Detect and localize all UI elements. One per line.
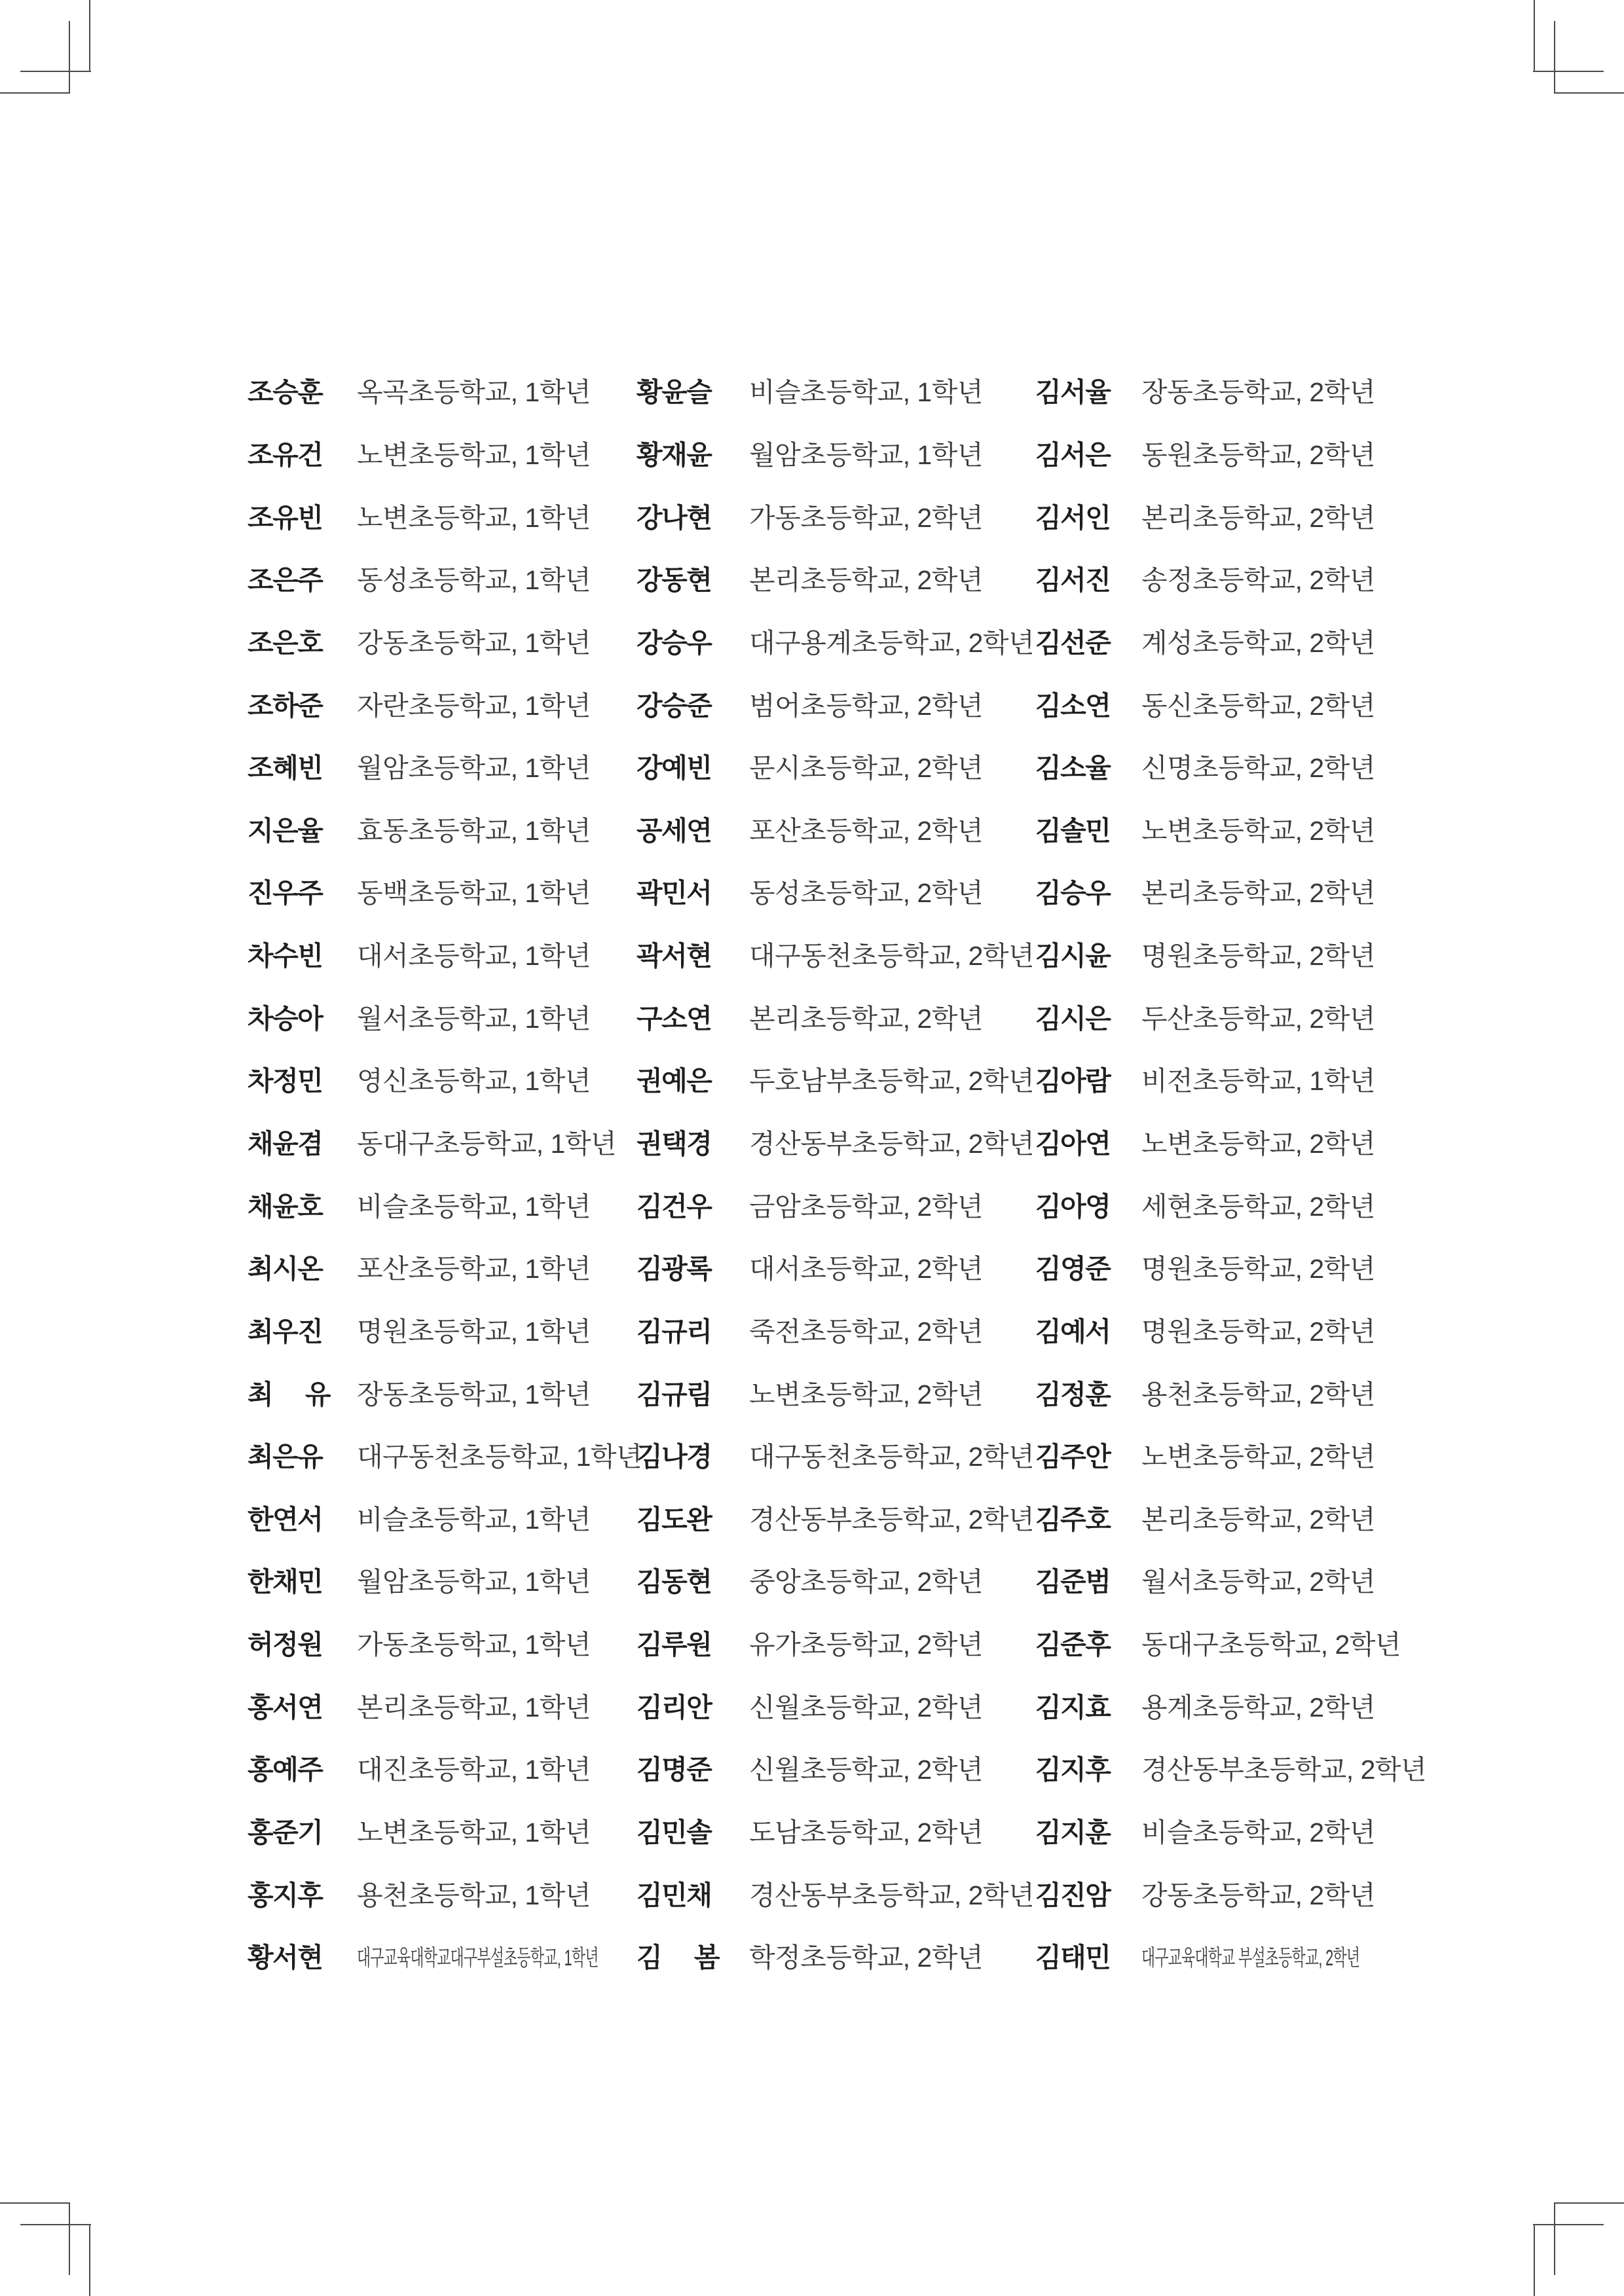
school-and-grade: 신월초등학교, 2학년 xyxy=(749,1755,983,1785)
directory-entry xyxy=(248,1113,624,1176)
school-and-grade: 노변초등학교, 2학년 xyxy=(1141,1442,1375,1472)
school-and-grade: 동신초등학교, 2학년 xyxy=(1141,690,1375,721)
school-and-grade: 대구용계초등학교, 2학년 xyxy=(749,627,1035,658)
school-and-grade: 대구동천초등학교, 1학년 xyxy=(357,1442,642,1472)
student-name: 김선준 xyxy=(1035,627,1111,658)
school-and-grade: 효동초등학교, 1학년 xyxy=(357,815,591,846)
student-name: 차정민 xyxy=(248,1066,323,1097)
directory-entry xyxy=(1035,486,1412,549)
crop-mark-line xyxy=(1534,0,1535,72)
student-name: 권택경 xyxy=(637,1129,712,1159)
directory-entry xyxy=(637,1927,1013,1990)
directory-entry xyxy=(248,1363,624,1426)
student-name: 김진암 xyxy=(1035,1880,1111,1910)
student-name: 차수빈 xyxy=(248,941,323,972)
directory-entry xyxy=(248,1864,624,1927)
directory-entry xyxy=(637,1802,1013,1865)
directory-entry xyxy=(1035,1614,1412,1677)
directory-entry xyxy=(248,674,624,737)
student-name: 김나경 xyxy=(637,1442,712,1472)
directory-entry xyxy=(248,424,624,487)
crop-mark-line xyxy=(69,2203,70,2275)
student-name: 채윤호 xyxy=(248,1191,323,1222)
school-and-grade: 강동초등학교, 2학년 xyxy=(1141,1880,1375,1910)
directory-entry xyxy=(248,1238,624,1301)
school-and-grade: 문시초등학교, 2학년 xyxy=(749,753,983,784)
school-and-grade: 본리초등학교, 2학년 xyxy=(749,1003,983,1034)
student-name: 홍준기 xyxy=(248,1817,323,1848)
school-and-grade: 월서초등학교, 1학년 xyxy=(357,1003,591,1034)
directory-column-2 xyxy=(637,361,1035,1990)
directory-entry xyxy=(1035,1113,1412,1176)
directory-entry xyxy=(1035,1676,1412,1739)
student-name: 곽민서 xyxy=(637,878,712,909)
directory-entry xyxy=(637,1113,1035,1176)
school-and-grade: 노변초등학교, 1학년 xyxy=(357,1817,591,1848)
school-and-grade: 강동초등학교, 1학년 xyxy=(357,627,591,658)
student-name: 홍예주 xyxy=(248,1755,323,1785)
school-and-grade: 동대구초등학교, 1학년 xyxy=(357,1129,617,1159)
student-name: 김건우 xyxy=(637,1191,712,1222)
directory-entry xyxy=(1035,1301,1412,1364)
school-and-grade: 중앙초등학교, 2학년 xyxy=(749,1567,983,1597)
school-and-grade: 노변초등학교, 1학년 xyxy=(357,502,591,533)
directory-entry xyxy=(1035,1050,1412,1113)
directory-entry xyxy=(1035,925,1412,988)
directory-entry xyxy=(1035,1739,1427,1802)
school-and-grade: 도남초등학교, 2학년 xyxy=(749,1817,983,1848)
school-and-grade: 경산동부초등학교, 2학년 xyxy=(749,1129,1035,1159)
directory-entry xyxy=(637,799,1013,862)
directory-entry xyxy=(248,987,624,1050)
student-name: 김서은 xyxy=(1035,439,1111,470)
crop-mark-line xyxy=(1554,2202,1624,2204)
student-name: 김서인 xyxy=(1035,502,1111,533)
school-and-grade: 월암초등학교, 1학년 xyxy=(357,753,591,784)
directory-entry xyxy=(248,612,624,675)
school-and-grade: 비슬초등학교, 1학년 xyxy=(357,1504,591,1535)
student-name: 김서율 xyxy=(1035,377,1111,408)
student-name: 한연서 xyxy=(248,1504,323,1535)
student-name: 홍지후 xyxy=(248,1880,323,1910)
school-and-grade: 영신초등학교, 1학년 xyxy=(357,1066,591,1097)
directory-entry xyxy=(637,361,1013,424)
directory-entry xyxy=(637,1864,1035,1927)
directory-entry xyxy=(637,1426,1035,1489)
student-name: 김소연 xyxy=(1035,690,1111,721)
school-and-grade: 범어초등학교, 2학년 xyxy=(749,690,983,721)
school-and-grade: 월암초등학교, 1학년 xyxy=(357,1567,591,1597)
directory-entry xyxy=(637,1301,1013,1364)
directory-entry xyxy=(248,549,624,612)
student-name: 김주안 xyxy=(1035,1442,1111,1472)
student-name: 채윤겸 xyxy=(248,1129,323,1159)
student-name: 차승아 xyxy=(248,1003,323,1034)
student-name: 김민채 xyxy=(637,1880,712,1910)
student-name: 한채민 xyxy=(248,1567,323,1597)
student-name: 조승훈 xyxy=(248,377,323,408)
directory-entry xyxy=(637,1489,1035,1552)
student-name: 진우주 xyxy=(248,878,323,909)
school-and-grade: 노변초등학교, 2학년 xyxy=(749,1379,983,1410)
directory-entry xyxy=(248,1676,624,1739)
school-and-grade: 노변초등학교, 2학년 xyxy=(1141,815,1375,846)
school-and-grade: 용천초등학교, 1학년 xyxy=(357,1880,591,1910)
student-name: 김아영 xyxy=(1035,1191,1111,1222)
directory-entry xyxy=(248,1927,624,1990)
school-and-grade: 동성초등학교, 2학년 xyxy=(749,878,983,909)
directory-entry xyxy=(248,1802,624,1865)
student-name: 조은호 xyxy=(248,627,323,658)
directory-entry xyxy=(1035,361,1412,424)
school-and-grade: 신명초등학교, 2학년 xyxy=(1141,753,1375,784)
student-name: 김규림 xyxy=(637,1379,712,1410)
crop-mark-line xyxy=(1533,71,1604,72)
student-name: 권예은 xyxy=(637,1066,712,1097)
student-name: 황윤슬 xyxy=(637,377,712,408)
student-name: 김도완 xyxy=(637,1504,712,1535)
directory-entry xyxy=(637,674,1013,737)
student-name: 김서진 xyxy=(1035,565,1111,596)
student-name: 조유빈 xyxy=(248,502,323,533)
school-and-grade: 본리초등학교, 1학년 xyxy=(357,1692,591,1722)
crop-mark-bottom-right xyxy=(1529,2201,1624,2296)
directory-entry xyxy=(1035,1238,1412,1301)
school-and-grade: 명원초등학교, 2학년 xyxy=(1141,1316,1375,1347)
school-and-grade: 노변초등학교, 2학년 xyxy=(1141,1129,1375,1159)
directory-entry xyxy=(637,486,1013,549)
directory-entry xyxy=(248,1551,624,1614)
directory-entry xyxy=(637,1050,1035,1113)
student-name: 곽서현 xyxy=(637,941,712,972)
school-and-grade: 비슬초등학교, 1학년 xyxy=(357,1191,591,1222)
school-and-grade: 명원초등학교, 2학년 xyxy=(1141,941,1375,972)
directory-entry xyxy=(1035,1864,1412,1927)
school-and-grade: 월암초등학교, 1학년 xyxy=(749,439,983,470)
student-name: 김시윤 xyxy=(1035,941,1111,972)
school-and-grade: 대진초등학교, 1학년 xyxy=(357,1755,591,1785)
student-name: 김루원 xyxy=(637,1630,712,1660)
student-name: 김소율 xyxy=(1035,753,1111,784)
school-and-grade: 동대구초등학교, 2학년 xyxy=(1141,1630,1401,1660)
student-name: 김솔민 xyxy=(1035,815,1111,846)
directory-entry xyxy=(637,1175,1013,1238)
student-name: 강동현 xyxy=(637,565,712,596)
student-name: 강나현 xyxy=(637,502,712,533)
school-and-grade: 본리초등학교, 2학년 xyxy=(749,565,983,596)
student-name: 조은주 xyxy=(248,565,323,596)
student-name: 김동현 xyxy=(637,1567,712,1597)
directory-entry xyxy=(248,1739,624,1802)
student-name: 최은유 xyxy=(248,1442,323,1472)
school-and-grade: 노변초등학교, 1학년 xyxy=(357,439,591,470)
student-name: 김아연 xyxy=(1035,1129,1111,1159)
directory-entry xyxy=(637,1238,1013,1301)
directory-entry xyxy=(1035,862,1412,925)
directory-entry xyxy=(248,361,624,424)
student-name: 최우진 xyxy=(248,1316,323,1347)
school-and-grade: 용계초등학교, 2학년 xyxy=(1141,1692,1375,1722)
directory-entry xyxy=(637,1676,1013,1739)
student-name: 구소연 xyxy=(637,1003,712,1034)
student-name: 김지효 xyxy=(1035,1692,1111,1722)
crop-mark-line xyxy=(1554,21,1555,93)
crop-mark-top-right xyxy=(1529,0,1624,95)
school-and-grade: 대구교육대학교대구부설초등학교, 1학년 xyxy=(357,1945,599,1971)
directory-entry xyxy=(248,1175,624,1238)
school-and-grade: 두산초등학교, 2학년 xyxy=(1141,1003,1375,1034)
crop-mark-line xyxy=(0,2202,70,2204)
directory-entry xyxy=(1035,1927,1412,1990)
directory-entry xyxy=(248,799,624,862)
directory-entry xyxy=(637,987,1013,1050)
school-and-grade: 옥곡초등학교, 1학년 xyxy=(357,377,591,408)
crop-mark-line xyxy=(1554,2203,1555,2275)
directory-column-1 xyxy=(248,361,642,1990)
school-and-grade: 계성초등학교, 2학년 xyxy=(1141,627,1375,658)
school-and-grade: 동성초등학교, 1학년 xyxy=(357,565,591,596)
student-name: 김정훈 xyxy=(1035,1379,1111,1410)
school-and-grade: 대서초등학교, 2학년 xyxy=(749,1254,983,1285)
directory-entry xyxy=(248,862,624,925)
school-and-grade: 송정초등학교, 2학년 xyxy=(1141,565,1375,596)
student-name: 김승우 xyxy=(1035,878,1111,909)
school-and-grade: 가동초등학교, 1학년 xyxy=(357,1630,591,1660)
school-and-grade: 포산초등학교, 1학년 xyxy=(357,1254,591,1285)
school-and-grade: 본리초등학교, 2학년 xyxy=(1141,878,1375,909)
student-name: 황재윤 xyxy=(637,439,712,470)
school-and-grade: 본리초등학교, 2학년 xyxy=(1141,502,1375,533)
directory-column-3 xyxy=(1035,361,1427,1990)
directory-entry xyxy=(248,1489,624,1552)
school-and-grade: 대서초등학교, 1학년 xyxy=(357,941,591,972)
school-and-grade: 동원초등학교, 2학년 xyxy=(1141,439,1375,470)
school-and-grade: 가동초등학교, 2학년 xyxy=(749,502,983,533)
school-and-grade: 대구동천초등학교, 2학년 xyxy=(749,1442,1035,1472)
directory-entry xyxy=(1035,674,1412,737)
student-name: 강승우 xyxy=(637,627,712,658)
directory-entry xyxy=(248,737,624,800)
school-and-grade: 경산동부초등학교, 2학년 xyxy=(749,1504,1035,1535)
directory-entry xyxy=(637,1363,1013,1426)
crop-mark-line xyxy=(1554,92,1624,94)
school-and-grade: 경산동부초등학교, 2학년 xyxy=(749,1880,1035,1910)
school-and-grade: 두호남부초등학교, 2학년 xyxy=(749,1066,1035,1097)
student-name: 김예서 xyxy=(1035,1316,1111,1347)
directory-entry xyxy=(637,925,1035,988)
directory-entry xyxy=(637,549,1013,612)
student-name: 조하준 xyxy=(248,690,323,721)
directory-entry xyxy=(1035,1363,1412,1426)
crop-mark-line xyxy=(89,0,90,72)
student-name: 김아람 xyxy=(1035,1066,1111,1097)
directory-entry xyxy=(248,1301,624,1364)
directory-entry xyxy=(637,424,1013,487)
crop-mark-line xyxy=(69,21,70,93)
crop-mark-bottom-left xyxy=(0,2201,95,2296)
directory-entry xyxy=(1035,1175,1412,1238)
crop-mark-line xyxy=(20,71,91,72)
school-and-grade: 용천초등학교, 2학년 xyxy=(1141,1379,1375,1410)
school-and-grade: 동백초등학교, 1학년 xyxy=(357,878,591,909)
student-name: 강예빈 xyxy=(637,753,712,784)
directory-entry xyxy=(248,1426,642,1489)
school-and-grade: 장동초등학교, 2학년 xyxy=(1141,377,1375,408)
directory-entry xyxy=(1035,1489,1412,1552)
directory-entry xyxy=(637,612,1035,675)
student-name: 김명준 xyxy=(637,1755,712,1785)
school-and-grade: 세현초등학교, 2학년 xyxy=(1141,1191,1375,1222)
student-name: 조혜빈 xyxy=(248,753,323,784)
directory-entry xyxy=(1035,737,1412,800)
student-name: 김민솔 xyxy=(637,1817,712,1848)
student-name: 김지훈 xyxy=(1035,1817,1111,1848)
crop-mark-line xyxy=(20,2224,91,2225)
school-and-grade: 금암초등학교, 2학년 xyxy=(749,1191,983,1222)
directory-entry xyxy=(1035,1426,1412,1489)
student-name: 김영준 xyxy=(1035,1254,1111,1285)
school-and-grade: 비전초등학교, 1학년 xyxy=(1141,1066,1375,1097)
student-name: 지은율 xyxy=(248,815,323,846)
student-name: 김 봄 xyxy=(637,1942,719,1973)
school-and-grade: 본리초등학교, 2학년 xyxy=(1141,1504,1375,1535)
school-and-grade: 신월초등학교, 2학년 xyxy=(749,1692,983,1722)
student-name: 황서현 xyxy=(248,1942,323,1973)
directory-entry xyxy=(1035,424,1412,487)
student-name: 김준범 xyxy=(1035,1567,1111,1597)
school-and-grade: 죽전초등학교, 2학년 xyxy=(749,1316,983,1347)
student-name: 김지후 xyxy=(1035,1755,1111,1785)
school-and-grade: 자란초등학교, 1학년 xyxy=(357,690,591,721)
student-name: 김준후 xyxy=(1035,1630,1111,1660)
school-and-grade: 월서초등학교, 2학년 xyxy=(1141,1567,1375,1597)
directory-entry xyxy=(248,486,624,549)
directory-entry xyxy=(637,862,1013,925)
school-and-grade: 학정초등학교, 2학년 xyxy=(749,1942,983,1973)
directory-entry xyxy=(248,1050,624,1113)
school-and-grade: 비슬초등학교, 1학년 xyxy=(749,377,983,408)
student-name: 허정원 xyxy=(248,1630,323,1660)
directory-entry xyxy=(637,1614,1013,1677)
directory-entry xyxy=(637,1739,1013,1802)
student-name: 김광록 xyxy=(637,1254,712,1285)
directory-entry xyxy=(637,737,1013,800)
student-name: 최 유 xyxy=(248,1379,330,1410)
student-name: 최시온 xyxy=(248,1254,323,1285)
student-name: 김규리 xyxy=(637,1316,712,1347)
directory-entry xyxy=(248,925,624,988)
crop-mark-line xyxy=(1533,2224,1604,2225)
school-and-grade: 경산동부초등학교, 2학년 xyxy=(1141,1755,1427,1785)
student-name: 강승준 xyxy=(637,690,712,721)
school-and-grade: 대구동천초등학교, 2학년 xyxy=(749,941,1035,972)
school-and-grade: 명원초등학교, 1학년 xyxy=(357,1316,591,1347)
directory-entry xyxy=(637,1551,1013,1614)
directory-entry xyxy=(1035,1802,1412,1865)
directory-entry xyxy=(1035,799,1412,862)
school-and-grade: 포산초등학교, 2학년 xyxy=(749,815,983,846)
student-name: 김태민 xyxy=(1035,1942,1111,1973)
directory-entry xyxy=(1035,549,1412,612)
crop-mark-top-left xyxy=(0,0,95,95)
school-and-grade: 명원초등학교, 2학년 xyxy=(1141,1254,1375,1285)
student-name: 김주호 xyxy=(1035,1504,1111,1535)
directory-entry xyxy=(1035,612,1412,675)
student-name: 공세연 xyxy=(637,815,712,846)
directory-entry xyxy=(1035,1551,1412,1614)
crop-mark-line xyxy=(0,92,70,94)
student-name: 김시은 xyxy=(1035,1003,1111,1034)
school-and-grade: 유가초등학교, 2학년 xyxy=(749,1630,983,1660)
crop-mark-line xyxy=(1534,2224,1535,2296)
school-and-grade: 비슬초등학교, 2학년 xyxy=(1141,1817,1375,1848)
student-name: 홍서연 xyxy=(248,1692,323,1722)
directory-entry xyxy=(1035,987,1412,1050)
school-and-grade: 장동초등학교, 1학년 xyxy=(357,1379,591,1410)
directory-entry xyxy=(248,1614,624,1677)
student-name: 조유건 xyxy=(248,439,323,470)
crop-mark-line xyxy=(89,2224,90,2296)
school-and-grade: 대구교육대학교 부설초등학교, 2학년 xyxy=(1141,1945,1360,1971)
student-name: 김리안 xyxy=(637,1692,712,1722)
